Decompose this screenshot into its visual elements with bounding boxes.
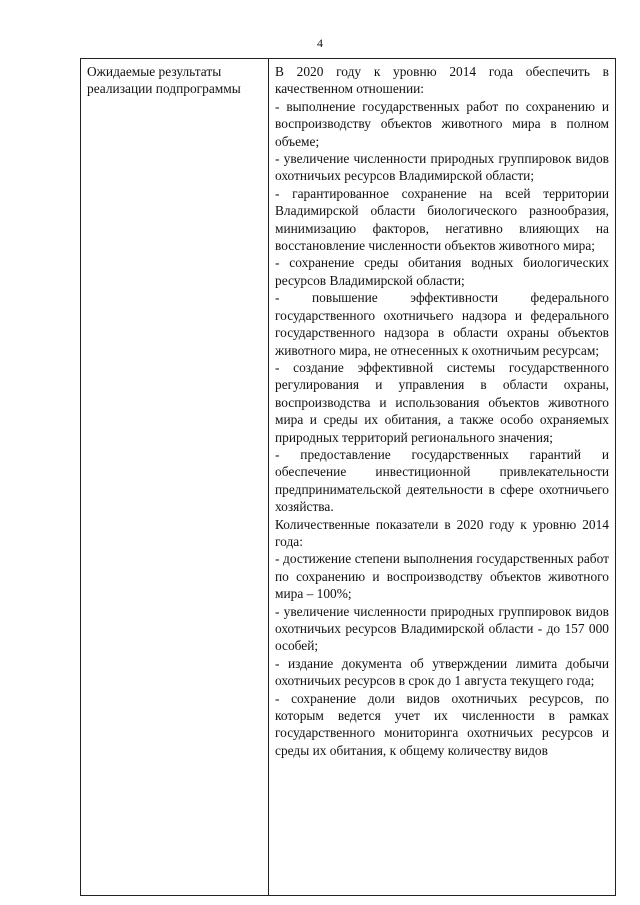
paragraph: - выполнение государственных работ по сохранению и воспроизводству объектов животного мира в полном объеме; xyxy=(275,98,609,149)
paragraph: - сохранение среды обитания водных биологических ресурсов Владимирской области; xyxy=(275,255,609,288)
results-table xyxy=(80,58,616,896)
label-cell xyxy=(81,59,269,896)
paragraph: Количественные показатели в 2020 году к уровню 2014 года: xyxy=(275,516,609,549)
paragraph: - гарантированное сохранение на всей территории Владимирской области биологического разнообразия, минимизацию факторов, негативно влияющих на восстановление численности объектов животного мира; xyxy=(275,185,609,254)
paragraph: - сохранение доли видов охотничьих ресурсов, по которым ведется учет их численности в рамках государственного мониторинга охотничьих ресурсов и среды их обитания, к общему количеству видов xyxy=(275,690,609,758)
paragraph: - достижение степени выполнения государственных работ по сохранению и воспроизводству объектов животного мира – 100%; xyxy=(275,551,609,602)
paragraph: - издание документа об утверждении лимита добычи охотничьих ресурсов в срок до 1 августа текущего года; xyxy=(275,655,609,689)
table-row xyxy=(81,59,616,896)
row-label: Ожидаемые результаты реализации подпрограммы xyxy=(87,64,241,97)
paragraph: - повышение эффективности федерального государственного охотничьего надзора и федерального государственного надзора в области охраны объектов животного мира, не отнесенных к охотничьим ресурсам; xyxy=(275,290,609,358)
paragraph: - увеличение численности природных группировок видов охотничьих ресурсов Владимирской области; xyxy=(275,151,609,184)
paragraph: - увеличение численности природных группировок видов охотничьих ресурсов Владимирской области - до 157 000 особей; xyxy=(275,603,609,654)
page-number: 4 xyxy=(317,36,323,50)
paragraph: - предоставление государственных гарантий и обеспечение инвестиционной привлекательности предпринимательской деятельности в сфере охотничьего хозяйства. xyxy=(275,446,609,515)
content-cell xyxy=(269,59,616,896)
paragraph: В 2020 году к уровню 2014 года обеспечить в качественном отношении: xyxy=(275,64,609,97)
paragraph: - создание эффективной системы государственного регулирования и управления в области охраны, воспроизводства и использования объектов животного мира и среды их обитания, а также особо охраняемых природных территорий регионального значения; xyxy=(275,359,609,445)
